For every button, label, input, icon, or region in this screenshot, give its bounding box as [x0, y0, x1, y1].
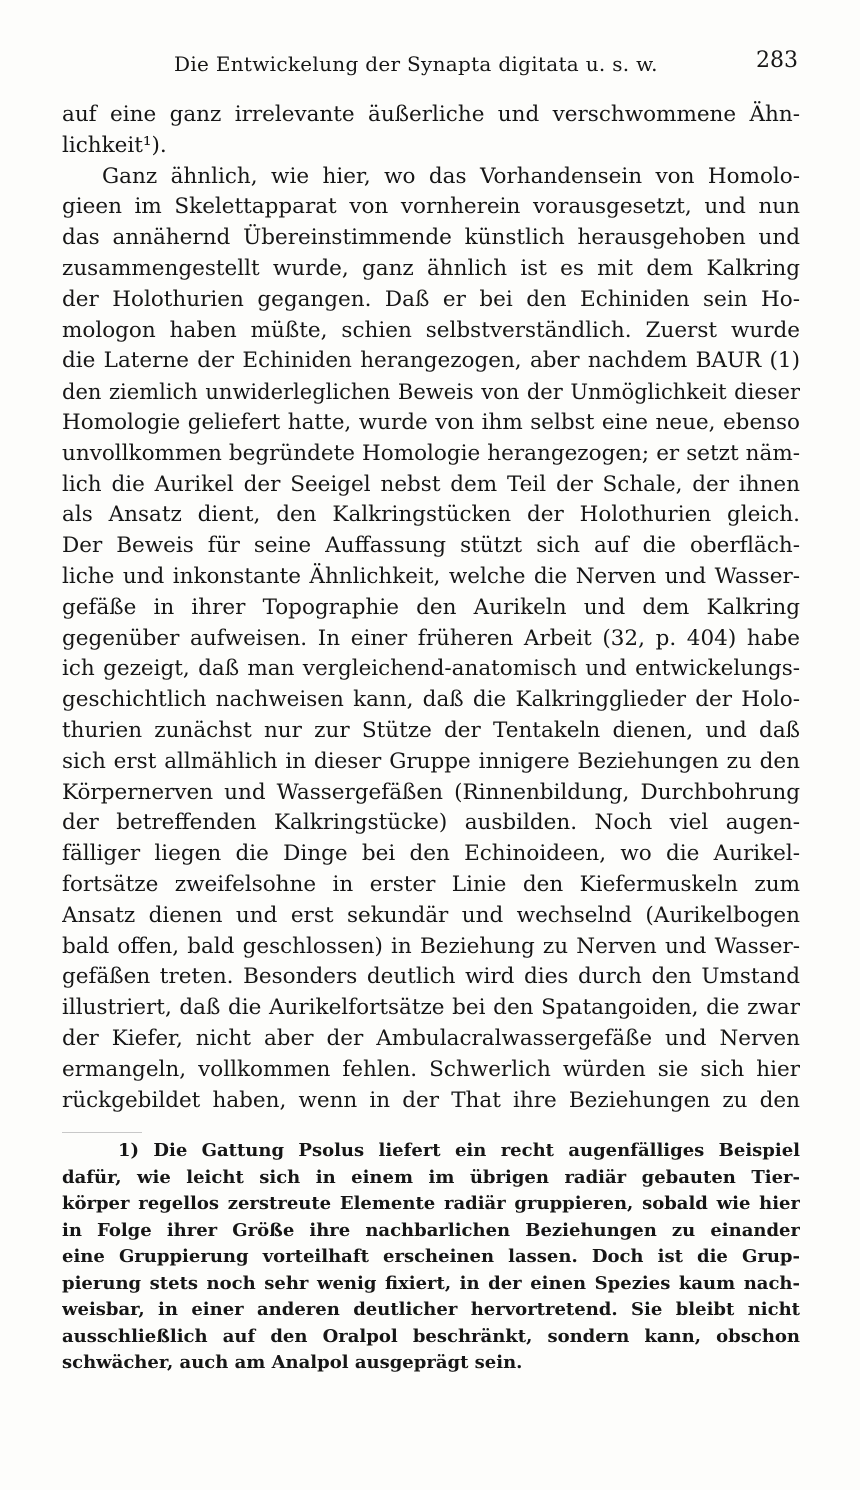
footnote-divider	[62, 1132, 142, 1133]
text-line: sich erst allmählich in dieser Gruppe innigere Beziehungen zu den	[62, 748, 800, 774]
text-line: Homologie geliefert hatte, wurde von ihm selbst eine neue, ebenso	[62, 409, 800, 435]
text-line: ermangeln, vollkommen fehlen. Schwerlich würden sie sich hier	[62, 1056, 800, 1082]
text-line: der Holothurien gegangen. Daß er bei den Echiniden sein Ho-	[62, 286, 800, 312]
footnote-line: in Folge ihrer Größe ihre nachbarlichen Beziehungen zu einander	[62, 1219, 800, 1241]
text-line: bald offen, bald geschlossen) in Beziehung zu Nerven und Wasser-	[62, 933, 800, 959]
footnote-line: eine Gruppierung vorteilhaft erscheinen lassen. Doch ist die Grup-	[62, 1246, 800, 1267]
running-title: Die Entwickelung der Synapta digitata u. s. w.	[174, 52, 658, 76]
text-line: thurien zunächst nur zur Stütze der Tentakeln dienen, und daß	[62, 717, 800, 743]
text-line: der betreffenden Kalkringstücke) ausbilden. Noch viel augen-	[62, 810, 800, 836]
text-line: Ganz ähnlich, wie hier, wo das Vorhandensein von Homolo-	[102, 163, 800, 189]
text-line: rückgebildet haben, wenn in der That ihre Beziehungen zu den	[62, 1087, 800, 1113]
text-line: gefäßen treten. Besonders deutlich wird dies durch den Umstand	[62, 964, 800, 990]
text-line: die Laterne der Echiniden herangezogen, aber nachdem BAUR (1)	[62, 348, 800, 374]
page-number: 283	[756, 48, 798, 73]
text-line: der Kiefer, nicht aber der Ambulacralwassergefäße und Nerven	[62, 1025, 800, 1051]
footnote-line: dafür, wie leicht sich in einem im übrigen radiär gebauten Tier-	[62, 1166, 800, 1188]
text-line: lichkeit¹).	[62, 132, 167, 158]
text-line: fortsätze zweifelsohne in erster Linie den Kiefermuskeln zum	[62, 871, 800, 897]
text-line: als Ansatz dient, den Kalkringstücken der Holothurien gleich.	[62, 502, 800, 528]
text-line: das annähernd Übereinstimmende künstlich herausgehoben und	[62, 225, 800, 251]
main-text	[62, 100, 800, 1116]
page-header	[62, 48, 798, 84]
text-line: geschichtlich nachweisen kann, daß die Kalkringglieder der Holo-	[62, 687, 800, 713]
footnote-line: weisbar, in einer anderen deutlicher hervortretend. Sie bleibt nicht	[62, 1299, 800, 1320]
text-line: liche und inkonstante Ähnlichkeit, welche die Nerven und Wasser-	[62, 563, 800, 589]
text-line: lich die Aurikel der Seeigel nebst dem Teil der Schale, der ihnen	[62, 471, 800, 497]
footnotes	[62, 1138, 800, 1377]
text-line: fälliger liegen die Dinge bei den Echinoideen, wo die Aurikel-	[62, 841, 800, 867]
text-line: gieen im Skelettapparat von vornherein vorausgesetzt, und nun	[62, 194, 800, 220]
text-line: Ansatz dienen und erst sekundär und wechselnd (Aurikelbogen	[62, 902, 800, 928]
footnote-line: schwächer, auch am Analpol ausgeprägt sein.	[62, 1352, 523, 1373]
text-line: Der Beweis für seine Auffassung stützt sich auf die oberfläch-	[62, 533, 800, 559]
footnote-line: 1) Die Gattung Psolus liefert ein recht augenfälliges Beispiel	[118, 1140, 800, 1161]
text-line: zusammengestellt wurde, ganz ähnlich ist es mit dem Kalkring	[62, 255, 800, 281]
text-line: gefäße in ihrer Topographie den Aurikeln und dem Kalkring	[62, 594, 800, 620]
text-line: unvollkommen begründete Homologie herangezogen; er setzt näm-	[62, 440, 800, 466]
footnote-line: körper regellos zerstreute Elemente radiär gruppieren, sobald wie hier	[62, 1193, 800, 1214]
text-line: auf eine ganz irrelevante äußerliche und verschwommene Ähn-	[62, 102, 800, 127]
text-line: ich gezeigt, daß man vergleichend-anatomisch und entwickelungs-	[62, 656, 800, 682]
text-line: mologon haben müßte, schien selbstverständlich. Zuerst wurde	[62, 317, 800, 343]
footnote-line: ausschließlich auf den Oralpol beschränkt, sondern kann, obschon	[62, 1325, 800, 1347]
text-line: illustriert, daß die Aurikelfortsätze bei den Spatangoiden, die zwar	[62, 995, 800, 1021]
text-line: den ziemlich unwiderleglichen Beweis von der Unmöglichkeit dieser	[62, 380, 800, 405]
footnote-line: pierung stets noch sehr wenig fixiert, in der einen Spezies kaum nach-	[62, 1272, 800, 1294]
text-line: gegenüber aufweisen. In einer früheren Arbeit (32, p. 404) habe	[62, 625, 800, 651]
text-line: Körpernerven und Wassergefäßen (Rinnenbildung, Durchbohrung	[62, 779, 800, 805]
